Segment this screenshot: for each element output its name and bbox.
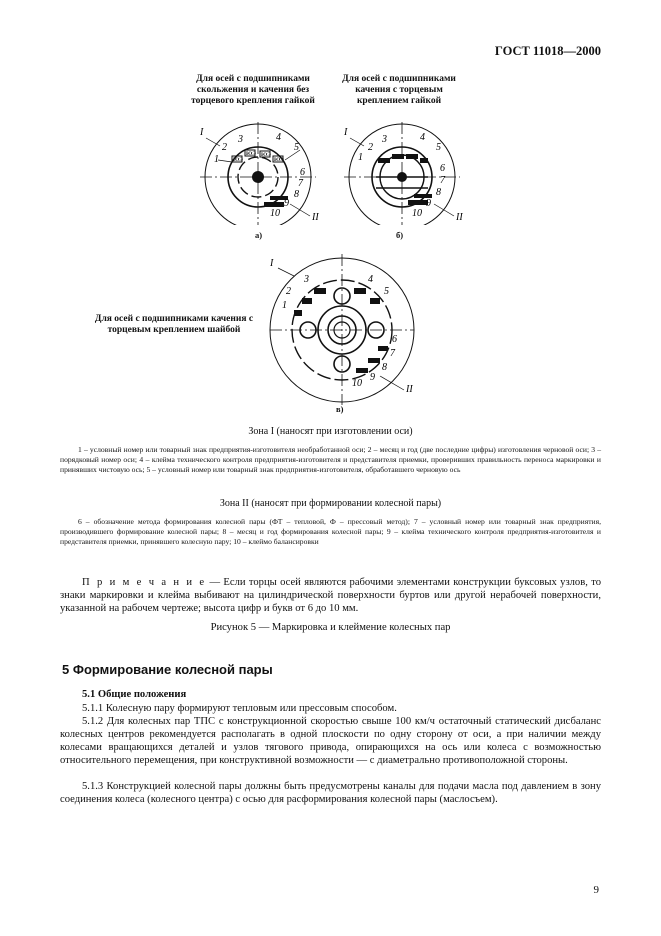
subsection-title: 5.1 Общие положения [82, 689, 187, 700]
callout-6-a: 6 [300, 167, 305, 178]
figure-note [60, 576, 601, 615]
callout-2-zone2-b: II [456, 212, 463, 223]
stamp-glyph-a4: ЮЭ [274, 157, 284, 163]
axle-end-drawing-b [336, 120, 476, 225]
callout-7-a: 7 [298, 178, 303, 189]
callout-1-b: 1 [358, 152, 363, 163]
paragraph-5-1-1: 5.1.1 Колесную пару формируют тепловым или прессовым способом. [82, 703, 397, 714]
callout-3-a: 3 [238, 134, 243, 145]
callout-1-zone1-c: I [270, 258, 274, 269]
caption-variant-c: Для осей с подшипниками качения с торцевым креплением шайбой [94, 314, 254, 335]
caption-variant-b: Для осей с подшипниками качения с торцевым креплением гайкой [342, 74, 456, 106]
label-a: а) [255, 230, 263, 240]
callout-1-c: 1 [282, 300, 287, 311]
stamp-glyph-a1: ЮЭ [233, 157, 243, 163]
section-title: 5 Формирование колесной пары [62, 662, 273, 677]
zone2-legend: 6 – обозначение метода формирования колесной пары (ФТ – тепловой, Ф – прессовый метод); 7 – условный номер или товарный знак предприятия, производившего формирование колесной пары; 8 – месяц и год формирования колесной пары; 9 – клейма технического контроля предприятия-изготовителя и представителя приемки, принявшего колесную пару; 10 – клеймо балансировки [60, 517, 601, 546]
callout-10-b: 10 [412, 208, 422, 219]
callout-2-zone2-c: II [406, 384, 413, 395]
document-header: ГОСТ 11018—2000 [494, 44, 601, 58]
callout-2-zone2-a: II [312, 212, 319, 223]
label-c: в) [336, 404, 344, 414]
callout-5-a: 5 [294, 142, 299, 153]
callout-8-c: 8 [382, 362, 387, 373]
callout-2-a: 2 [222, 142, 227, 153]
callout-8-a: 8 [294, 189, 299, 200]
callout-9-b: 9 [426, 198, 431, 209]
stamp-glyph-a2: ЮЭ [246, 151, 256, 157]
callout-4-b: 4 [420, 132, 425, 143]
callout-2-b: 2 [368, 142, 373, 153]
callout-6-b: 6 [440, 163, 445, 174]
callout-3-b: 3 [382, 134, 387, 145]
axle-end-drawing-c [262, 240, 422, 405]
label-b: б) [396, 230, 404, 240]
callout-2-c: 2 [286, 286, 291, 297]
callout-4-a: 4 [276, 132, 281, 143]
zone1-title: Зона I (наносят при изготовлении оси) [248, 426, 413, 437]
note-text: — Если торцы осей являются рабочими элементами конструкции буксовых узлов, то знаки маркировки и клейма выбивают на цилиндрической поверхности буртов или другой нерабочей поверхности, указанной на рабочем чертеже; высота цифр и букв от 6 до 10 мм. [60, 577, 601, 614]
callout-5-b: 5 [436, 142, 441, 153]
zone2-title: Зона II (наносят при формировании колесной пары) [219, 498, 442, 509]
callout-9-c: 9 [370, 372, 375, 383]
callout-10-a: 10 [270, 208, 280, 219]
page-number: 9 [593, 884, 599, 896]
callout-8-b: 8 [436, 187, 441, 198]
callout-1-a: 1 [214, 154, 219, 165]
callout-7-b: 7 [440, 175, 445, 186]
callout-3-c: 3 [304, 274, 309, 285]
callout-1-zone1-b: I [344, 127, 348, 138]
note-label: П р и м е ч а н и е [82, 577, 207, 588]
caption-variant-a: Для осей с подшипниками скольжения и качения без торцевого крепления гайкой [191, 74, 315, 106]
callout-7-c: 7 [390, 348, 395, 359]
paragraph-5-1-2: 5.1.2 Для колесных пар ТПС с конструкционной скоростью свыше 100 км/ч остаточный статический дисбаланс колесных центров рекомендуется располагать в одной плоскости по одну сторону от оси, а при наличии между колесами вращающихся деталей и узлов тягового привода, опирающихся на ось или колеса с возможностью относительного перемещения, при конструктивной возможности — с диаметрально противоположной стороны. [60, 716, 601, 766]
callout-4-c: 4 [368, 274, 373, 285]
figure-title: Рисунок 5 — Маркировка и клеймение колесных пар [210, 622, 451, 633]
paragraph-5-1-3: 5.1.3 Конструкцией колесной пары должны быть предусмотрены каналы для подачи масла под давлением в зону соединения колеса (колесного центра) с осью для расформирования колесной пары (маслосъем). [60, 781, 601, 805]
callout-6-c: 6 [392, 334, 397, 345]
callout-5-c: 5 [384, 286, 389, 297]
stamp-glyph-a3: ЮЭ [261, 152, 271, 158]
callout-9-a: 9 [284, 198, 289, 209]
callout-1-zone1-a: I [200, 127, 204, 138]
zone1-legend: 1 – условный номер или товарный знак предприятия-изготовителя необработанной оси; 2 – месяц и год (две последние цифры) изготовления черновой оси; 3 – порядковый номер оси; 4 – клейма технического контроля предприятия-изготовителя и представителя приемки, проверивших правильность переноса маркировки и принявших чистовую ось; 5 – условный номер или товарный знак предприятия-изготовителя, обработавшего черновую ось [60, 445, 601, 474]
callout-10-c: 10 [352, 378, 362, 389]
axle-end-drawing-a [190, 120, 330, 225]
